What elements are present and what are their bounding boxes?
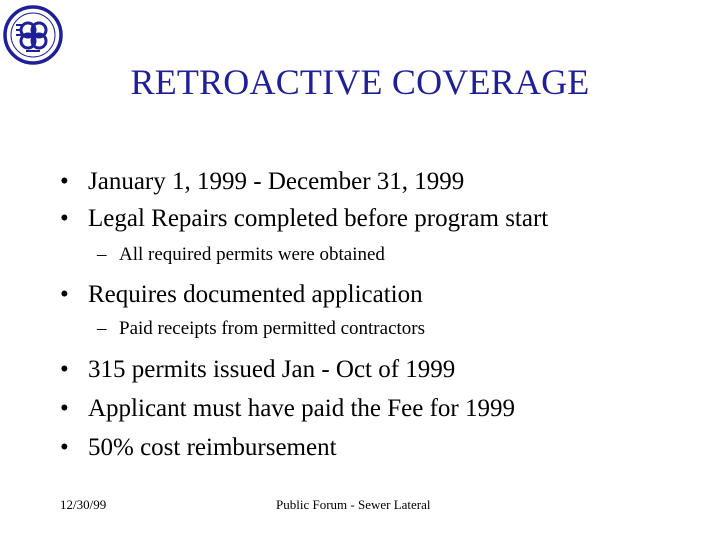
sub-bullet-marker: – — [97, 318, 107, 339]
bullet-text: 315 permits issued Jan - Oct of 1999 — [88, 356, 456, 383]
bullet-marker: • — [60, 434, 69, 461]
bullet-text: Requires documented application — [88, 281, 423, 308]
slide-title: RETROACTIVE COVERAGE — [130, 62, 590, 102]
bullet-marker: • — [60, 356, 69, 383]
bullet-marker: • — [60, 205, 69, 232]
bullet-text: Applicant must have paid the Fee for 1999 — [88, 395, 515, 422]
bullet-marker: • — [60, 168, 69, 195]
sub-bullet-marker: – — [97, 244, 107, 265]
bullet-marker: • — [60, 395, 69, 422]
bullet-text: Legal Repairs completed before program start — [88, 205, 549, 232]
bullet-text: January 1, 1999 - December 31, 1999 — [88, 168, 465, 195]
sub-bullet-text: All required permits were obtained — [119, 244, 385, 265]
bullet-marker: • — [60, 281, 69, 308]
sub-bullet-text: Paid receipts from permitted contractors — [119, 318, 426, 339]
footer-title: Public Forum - Sewer Lateral — [276, 497, 431, 512]
footer-date: 12/30/99 — [60, 497, 107, 512]
bullet-text: 50% cost reimbursement — [88, 434, 337, 461]
